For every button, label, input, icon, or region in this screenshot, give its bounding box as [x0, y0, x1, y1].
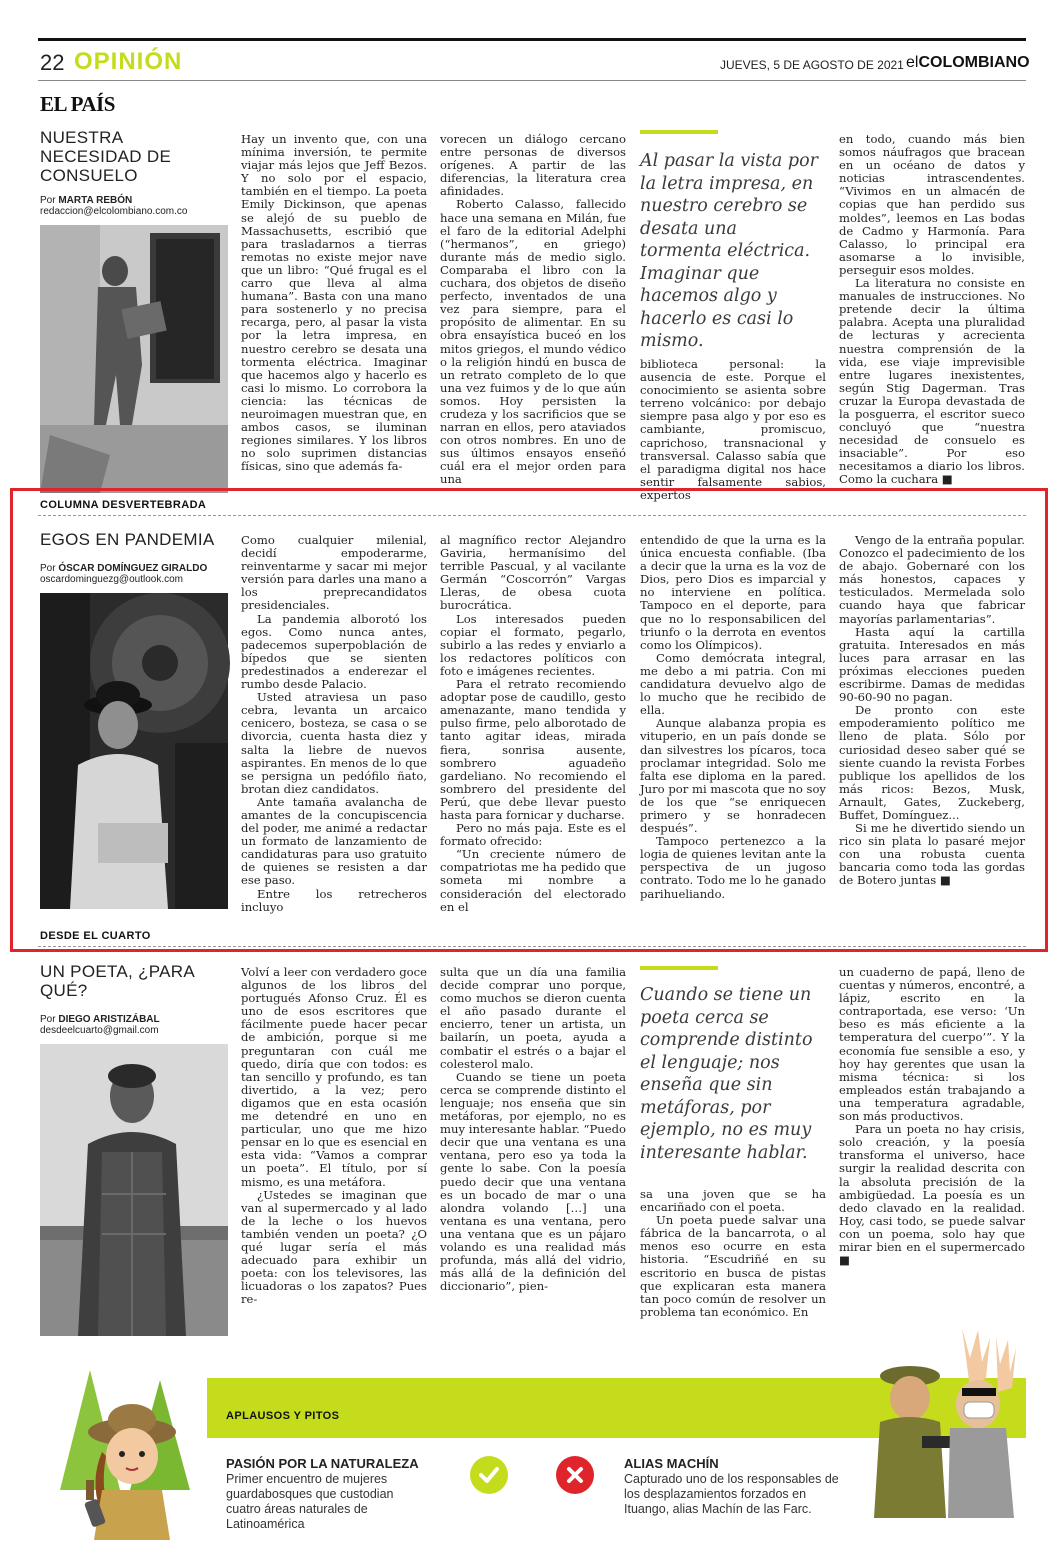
article2-sidebar: [40, 530, 228, 913]
header-top-rule: [38, 38, 1026, 41]
article3-title: UN POETA, ¿PARA QUÉ?: [40, 962, 195, 1000]
pito-title: ALIAS MACHÍN: [624, 1456, 719, 1471]
article3-pullquote-bar: [640, 966, 718, 970]
article2-email: oscardominguezg@outlook.com: [40, 574, 184, 585]
article2-col4: Vengo de la entraña popular. Conozco el padecimiento de los de abajo. Gobernaré con los más honestos, capaces y testiculados. Mermelada solo cuando haya que fabricar mayorías parlamentarias”. Hasta aquí la cartilla gratuita. Interesados en más luces para arrasar en las próximas elecciones pueden escribirme. Damas de medidas 90-60-90 no pagan. De pronto con este empoderamiento político me lleno de plata. Sólo por curiosidad deseo saber qué se siente cuando la revista Forbes publique los apellidos de los más ricos: Bezos, Musk, Arnault, Gates, Zuckeberg, Buffet, Domínguez... Si me he divertido siendo un rico sin plata lo pasaré mejor con una robusta cuenta bancaria como toda las gordas de Botero juntas ■: [839, 533, 1025, 888]
section-title: OPINIÓN: [74, 48, 183, 75]
article1-col3: biblioteca personal: la ausencia de este. Porque el conocimiento se asienta sobre terreno volcánico: por debajo siempre pasa algo y por eso es cambiante, promiscuo, caprichoso, transnacional y transversal. Calasso sabía que el paradigma digital nos hace sentir falsamente sabios, expertos: [640, 357, 826, 502]
article3-top-divider: [38, 946, 1026, 947]
article-un-poeta: [38, 962, 1026, 1342]
article2-kicker: COLUMNA DESVERTEBRADA: [40, 499, 207, 511]
brand-name: COLOMBIANO: [918, 54, 1030, 71]
article3-photo-author: [40, 1044, 228, 1340]
article1-pull-quote: Al pasar la vista por la letra impresa, en nuestro cerebro se desata una tormenta eléctrica. Imaginar que hacemos algo y hacerlo es casi lo mismo.: [640, 151, 818, 351]
article3-col2: sulta que un día una familia decide comprar uno porque, como muchos se dieron cuenta el año pasado durante el encierro, tener un artista, un bailarín, un poeta, ayuda a combatir el estrés o a bajar el colesterol malo. Cuando se tiene un poeta cerca se comprende distinto el lenguaje; nos enseña que sin metáforas, por ejemplo, no es muy interesante hablar. “Puedo decir que una ventana es una ventana, pero eso ya toda la gente lo sabe. Con la poesía puedo decir que una ventana es un bocado de mar o una alondra volando […] una ventana es una ventana, pero una ventana que es un pájaro volando es una realidad más profunda, más allá del vidrio, más allá de la definición del diccionario”, pien-: [440, 965, 626, 1294]
article2-col1: Como cualquier milenial, decidí empoderarme, reinventarme y sacar mi mejor versión para darles una mano a los preprecandidatos presidenciales. La pandemia alborotó los egos. Como nunca antes, padecemos superpoblación de bípedos que se sienten predestinados a enderezar el rumbo desde Palacio. Usted atraviesa un paso cebra, levanta un arcaico cenicero, bosteza, se casa o se divorcia, cuenta hasta diez y salta la liebre de nuevos aspirantes. En menos de lo que se persigna un pedófilo ñato, brotan diez candidatos. Ante tamaña avalancha de amantes de la concupiscencia del poder, me animé a redactar un formato de lanzamiento de candidaturas para uso gratuito de quienes se resisten a dar ese paso. Entre los retrecheros incluyo: [241, 533, 427, 914]
source-logo: EL PAÍS: [40, 92, 115, 116]
article3-col3: sa una joven que se ha encariñado con el poeta. Un poeta puede salvar una fábrica de la bancarrota, o al menos eso ocurre en esta historia. “Escudriñé en su escritorio en busca de pistas que explicaran esta manera tan poco común de resolver un problema tan económico. En: [640, 1187, 826, 1319]
brand-prefix: el: [906, 54, 919, 71]
article1-author: MARTA REBÓN: [58, 195, 133, 206]
article3-byline: Por DIEGO ARISTIZÁBAL: [40, 1014, 160, 1025]
issue-date: JUEVES, 5 DE AGOSTO DE 2021: [720, 58, 904, 72]
article1-email: redaccion@elcolombiano.com.co: [40, 206, 188, 217]
article1-sidebar: [40, 128, 228, 497]
article1-col1: Hay un invento que, con una mínima inversión, te permite viajar más lejos que Jeff Bezos. Y no solo por el espacio, también en el tiempo. La poeta Emily Dickinson, que apenas se alejó de su pueblo de Massachusetts, escribió que para trasladarnos a tierras remotas no existe mejor nave que un libro: “Qué frugal es el carro que lleva al alma humana”. Basta con una mano para sostenerlo y no precisa recarga, pero, al pasar la vista por la letra impresa, en nuestro cerebro se desata una tormenta eléctrica. Imaginar que hacemos algo y hacerlo es casi lo mismo. Lo corrobora la ciencia: las técnicas de neuroimagen muestran que, en ambos casos, se iluminan regiones similares. Y los libros no solo suprimen distancias físicas, sino que además fa-: [241, 132, 427, 474]
arrest-illustration: [866, 1318, 1024, 1518]
article2-author: ÓSCAR DOMÍNGUEZ GIRALDO: [58, 563, 208, 574]
article1-title: NUESTRA NECESIDAD DE CONSUELO: [40, 128, 172, 185]
aplausos-label: APLAUSOS Y PITOS: [226, 1410, 340, 1422]
pito-text: Capturado uno de los responsables de los desplazamientos forzados en Ituango, alias Machín de las Farc.: [624, 1472, 839, 1516]
article2-col3: entendido de que la urna es la única encuesta confiable. (Iba a decir que la urna es la voz de Dios, pero Dios es imparcial y no interviene en política. Tampoco en el deporte, para que no lo responsabilicen del triunfo o la derrota en eventos como los Olímpicos). Como demócrata integral, me debo a mi patria. Con mi candidatura devuelvo algo de lo mucho que he recibido de ella. Aunque alabanza propia es vituperio, en un país donde se dan silvestres los pícaros, toca proclamar integridad. Solo me falta ese diploma en la pared. Juro por mi mascota que no soy de los que “se enriquecen primero y se honradecen después”. Tampoco pertenezco a la logia de quienes levitan ante la perspectiva de un jugoso contrato. Todo me lo he ganado parihueliando.: [640, 533, 826, 901]
article1-col2: vorecen un diálogo cercano entre personas de diversos orígenes. A partir de las diferencias, la literatura crea afinidades. Roberto Calasso, fallecido hace una semana en Milán, fue el faro de la editorial Adelphi (“hermanos”, en griego) durante más de medio siglo. Comparaba el libro con la cuchara, dos objetos de diseño perfecto, inventados de una vez para siempre, para el propósito de alimentar. En su obra ensayística buceó en los mitos griegos, el mundo védico o la religión hindú en busca de un retrato completo de lo que una vez fuimos y de lo que aún somos. Hoy persisten la crudeza y los sacrificios que se narran en ellos, pero ataviados con otros nombres. En uno de sus últimos ensayos enseñó cuál era el mejor orden para una: [440, 132, 626, 487]
article1-byline: Por MARTA REBÓN: [40, 195, 133, 206]
aplauso-title: PASIÓN POR LA NATURALEZA: [226, 1456, 419, 1471]
article1-pullquote-bar: [640, 130, 718, 134]
article2-photo-author: [40, 593, 228, 913]
page-number: 22: [40, 50, 65, 75]
article2-top-divider: [38, 515, 1026, 516]
article2-title: EGOS EN PANDEMIA: [40, 530, 215, 549]
article-nuestra-necesidad: [38, 128, 1026, 502]
article3-sidebar: [40, 962, 228, 1340]
article3-col4: un cuaderno de papá, lleno de cuentas y números, encontré, a lápiz, escrito en la contraportada, ese verso: ‘Un beso es más eficiente a la temperatura del cuerpo’”. Y la economía fue sensible a eso, y hoy hay gerentes que usan la misma técnica: si los empleados están trabajando a una temperatura agradable, son más productivos. Para un poeta no hay crisis, solo creación, y la poesía transforma el universo, hace surgir la realidad descrita con la absoluta precisión de la ambigüedad. La poesía es un dedo clavado en la realidad. Hoy, casi todo, se puede salvar con un poema, solo hay que mirar bien en el supermercado ■: [839, 965, 1025, 1268]
article1-col4: en todo, cuando más bien somos náufragos que bracean en un océano de datos y noticias intrascendentes. “Vivimos en un almacén de copias que han perdido sus moldes”, leemos en Las bodas de Cadmo y Harmonía. Para Calasso, lo principal era asomarse a lo invisible, perseguir esos moldes. La literatura no consiste en manuales de instrucciones. No pretende decir la última palabra. Acepta una pluralidad de lecturas y acrecienta nuestra comprensión de la vida, ese viaje imprevisible entre lugares inexistentes, según Stig Dagerman. Tras cruzar la Europa devastada de la posguerra, el escritor sueco concluyó que “nuestra necesidad de consuelo es insaciable”. Por eso necesitamos a diario los libros. Como la cuchara ■: [839, 132, 1025, 487]
article3-email: desdeelcuarto@gmail.com: [40, 1025, 159, 1036]
header-bottom-rule: [38, 80, 1026, 81]
article2-byline: Por ÓSCAR DOMÍNGUEZ GIRALDO: [40, 563, 208, 574]
article1-photo-statue: [40, 225, 228, 497]
article2-col2: al magnífico rector Alejandro Gaviria, hermanísimo del terrible Pascual, y al vacilante Germán “Coscorrón” Vargas Lleras, de obesa cuota burocrática. Los interesados pueden copiar el formato, pegarlo, subirlo a las redes y enviarlo a los redactores políticos con foto e imágenes recientes. Para el retrato recomiendo adoptar pose de caudillo, gesto amenazante, mano tendida y pulso firme, pelo alborotado de tanto agitar ideas, mirada fiera, sonrisa ausente, sombrero aguadeño gardeliano. No recomiendo el sombrero del presidente del Perú, que debe llevar puesto hasta para fornicar y ducharse. Pero no más paja. Este es el formato ofrecido: “Un creciente número de compatriotas me ha pedido que someta mi nombre a consideración del electorado en el: [440, 533, 626, 914]
aplauso-text: Primer encuentro de mujeres guardabosques que custodian cuatro áreas naturales de Latinoamérica: [226, 1472, 394, 1531]
ranger-illustration: [40, 1340, 210, 1540]
article3-author: DIEGO ARISTIZÁBAL: [58, 1014, 160, 1025]
article3-col1: Volví a leer con verdadero goce algunos de los libros del portugués Afonso Cruz. Él es uno de esos escritores que fácilmente puede hacer pecar de ambición, porque si me preguntaran con cuál me quedo, diría que con todos: es tan sencillo y profundo, es tan divertido, a la vez; pero digamos que en esta ocasión me detendré en uno en particular, uno que me hizo pensar en lo que es esencial en esta vida: “Vamos a comprar un poeta”. El título, por sí mismo, es una metáfora. ¿Ustedes se imaginan que van al supermercado y al lado de la leche o los huevos también venden un poeta? ¿O qué lugar sería el más adecuado para exhibir un poeta: con los televisores, las licuadoras o los zapatos? Pues re-: [241, 965, 427, 1307]
article-egos-en-pandemia: [38, 530, 1026, 930]
check-icon: [470, 1456, 508, 1494]
article3-pull-quote: Cuando se tiene un poeta cerca se comprende distinto el lenguaje; nos enseña que sin metáforas, por ejemplo, no es muy interesante hablar.: [640, 985, 813, 1163]
newspaper-brand: [906, 54, 1030, 72]
article3-kicker: DESDE EL CUARTO: [40, 930, 151, 942]
cross-icon: [556, 1456, 594, 1494]
